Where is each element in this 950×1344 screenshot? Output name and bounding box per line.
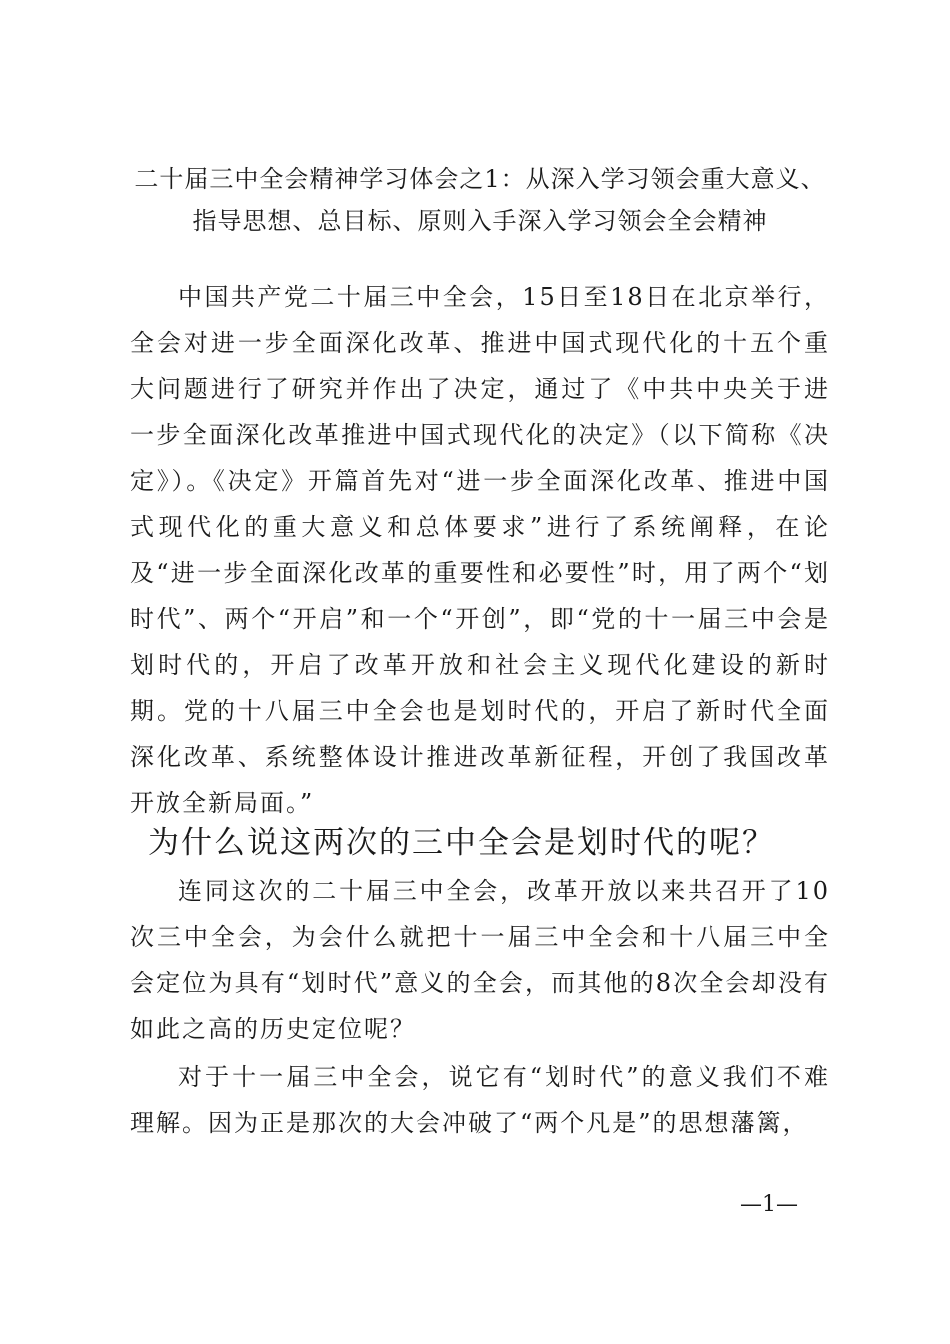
section-subheading: 为什么说这两次的三中全会是划时代的呢？ xyxy=(148,825,775,861)
paragraph-question: 连同这次的二十届三中全会，改革开放以来共召开了10次三中全会，为会什么就把十一届三中全会和十八届三中全会定位为具有“划时代”意义的全会，而其他的8次全会却没有如此之高的历史定位呢？ xyxy=(130,877,830,1043)
title-line-2: 指导思想、总目标、原则入手深入学习领会全会精神 xyxy=(192,207,768,235)
paragraph-eleventh-plenum: 对于十一届三中全会，说它有“划时代”的意义我们不难理解。因为正是那次的大会冲破了“两个凡是”的思想藩篱， xyxy=(130,1063,830,1137)
paragraph-intro: 中国共产党二十届三中全会，15日至18日在北京举行，全会对进一步全面深化改革、推进中国式现代化的十五个重大问题进行了研究并作出了决定，通过了《中共中央关于进一步全面深化改革推进中国式现代化的决定》（以下简称《决定》）。《决定》开篇首先对“进一步全面深化改革、推进中国式现代化的重大意义和总体要求”进行了系统阐释，在论及“进一步全面深化改革的重要性和必要性”时，用了两个“划时代”、两个“开启”和一个“开创”，即“党的十一届三中会是划时代的，开启了改革开放和社会主义现代化建设的新时期。党的十八届三中全会也是划时代的，开启了新时代全面深化改革、系统整体设计推进改革新征程，开创了我国改革开放全新局面。” xyxy=(130,283,830,817)
page-number: —1— xyxy=(740,1192,798,1217)
document-title xyxy=(130,158,830,242)
title-line-1: 二十届三中全会精神学习体会之1：从深入学习领会重大意义、 xyxy=(134,165,826,193)
